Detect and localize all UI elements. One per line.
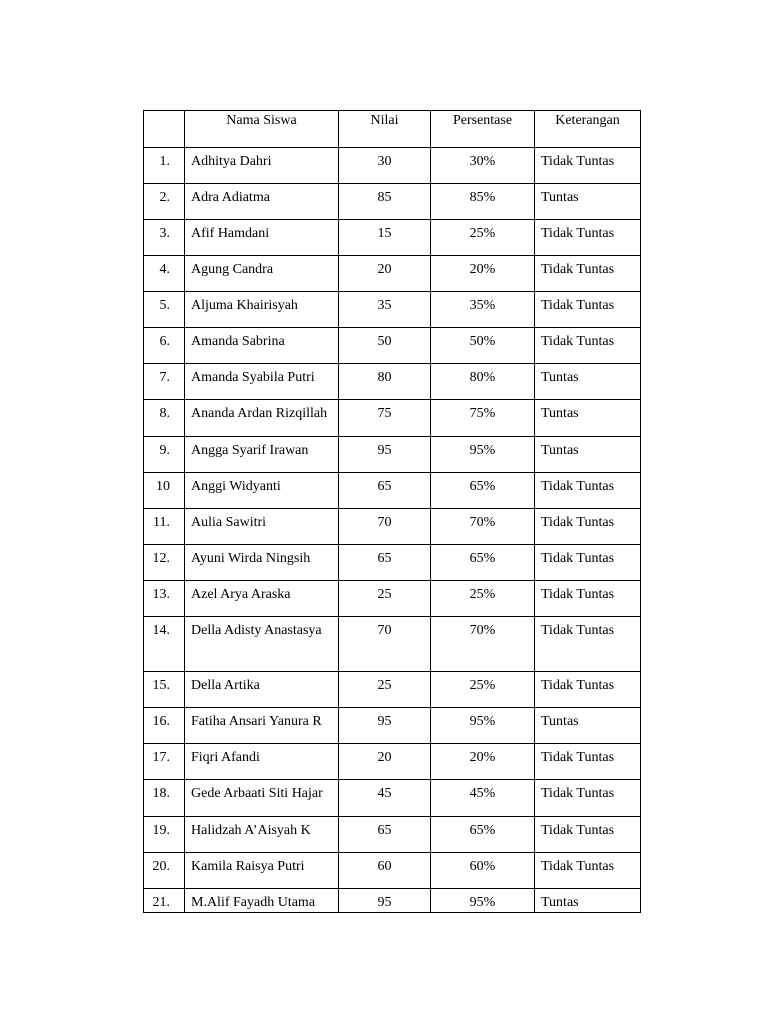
percentage: 65% xyxy=(431,473,535,509)
table-row xyxy=(144,672,641,708)
status: Tidak Tuntas xyxy=(535,292,641,328)
student-name: Angga Syarif Irawan xyxy=(185,437,339,473)
student-name: Adra Adiatma xyxy=(185,184,339,220)
student-name: Aulia Sawitri xyxy=(185,509,339,545)
row-number: 20. xyxy=(144,853,185,889)
score: 60 xyxy=(339,853,431,889)
row-number: 5. xyxy=(144,292,185,328)
row-number: 18. xyxy=(144,780,185,817)
score: 20 xyxy=(339,256,431,292)
status: Tidak Tuntas xyxy=(535,581,641,617)
percentage: 70% xyxy=(431,617,535,672)
score: 20 xyxy=(339,744,431,780)
percentage: 35% xyxy=(431,292,535,328)
header-nilai: Nilai xyxy=(339,111,431,148)
student-name: Azel Arya Araska xyxy=(185,581,339,617)
student-name: M.Alif Fayadh Utama xyxy=(185,889,339,913)
table-row xyxy=(144,853,641,889)
row-number: 6. xyxy=(144,328,185,364)
student-name: Della Adisty Anastasya xyxy=(185,617,339,672)
table-row xyxy=(144,581,641,617)
percentage: 20% xyxy=(431,256,535,292)
student-name: Ananda Ardan Rizqillah xyxy=(185,400,339,437)
student-name: Aljuma Khairisyah xyxy=(185,292,339,328)
percentage: 60% xyxy=(431,853,535,889)
score: 35 xyxy=(339,292,431,328)
row-number: 16. xyxy=(144,708,185,744)
percentage: 95% xyxy=(431,889,535,913)
status: Tuntas xyxy=(535,708,641,744)
student-name: Ayuni Wirda Ningsih xyxy=(185,545,339,581)
status: Tidak Tuntas xyxy=(535,148,641,184)
row-number: 8. xyxy=(144,400,185,437)
student-name: Afif Hamdani xyxy=(185,220,339,256)
status: Tidak Tuntas xyxy=(535,780,641,817)
percentage: 45% xyxy=(431,780,535,817)
percentage: 75% xyxy=(431,400,535,437)
status: Tuntas xyxy=(535,400,641,437)
status: Tidak Tuntas xyxy=(535,220,641,256)
student-name: Agung Candra xyxy=(185,256,339,292)
status: Tidak Tuntas xyxy=(535,328,641,364)
score: 70 xyxy=(339,509,431,545)
status: Tidak Tuntas xyxy=(535,853,641,889)
table-row xyxy=(144,148,641,184)
row-number: 10 xyxy=(144,473,185,509)
score: 70 xyxy=(339,617,431,672)
status: Tidak Tuntas xyxy=(535,509,641,545)
status: Tuntas xyxy=(535,889,641,913)
table-row xyxy=(144,437,641,473)
status: Tidak Tuntas xyxy=(535,617,641,672)
grade-table xyxy=(143,110,641,913)
table-row xyxy=(144,400,641,437)
percentage: 30% xyxy=(431,148,535,184)
percentage: 85% xyxy=(431,184,535,220)
table-row xyxy=(144,780,641,817)
student-name: Amanda Sabrina xyxy=(185,328,339,364)
score: 65 xyxy=(339,545,431,581)
student-name: Fiqri Afandi xyxy=(185,744,339,780)
row-number: 14. xyxy=(144,617,185,672)
percentage: 95% xyxy=(431,437,535,473)
percentage: 80% xyxy=(431,364,535,400)
student-name: Anggi Widyanti xyxy=(185,473,339,509)
row-number: 17. xyxy=(144,744,185,780)
score: 25 xyxy=(339,581,431,617)
percentage: 70% xyxy=(431,509,535,545)
table-row xyxy=(144,889,641,913)
table-row xyxy=(144,364,641,400)
row-number: 11. xyxy=(144,509,185,545)
table-row xyxy=(144,708,641,744)
percentage: 25% xyxy=(431,672,535,708)
score: 15 xyxy=(339,220,431,256)
row-number: 19. xyxy=(144,817,185,853)
row-number: 21. xyxy=(144,889,185,913)
score: 65 xyxy=(339,473,431,509)
status: Tuntas xyxy=(535,184,641,220)
status: Tidak Tuntas xyxy=(535,473,641,509)
table-row xyxy=(144,817,641,853)
score: 50 xyxy=(339,328,431,364)
student-name: Gede Arbaati Siti Hajar xyxy=(185,780,339,817)
row-number: 7. xyxy=(144,364,185,400)
status: Tidak Tuntas xyxy=(535,672,641,708)
table-row xyxy=(144,328,641,364)
status: Tuntas xyxy=(535,437,641,473)
table-row xyxy=(144,292,641,328)
row-number: 2. xyxy=(144,184,185,220)
student-name: Amanda Syabila Putri xyxy=(185,364,339,400)
status: Tidak Tuntas xyxy=(535,817,641,853)
student-name: Della Artika xyxy=(185,672,339,708)
score: 30 xyxy=(339,148,431,184)
row-number: 4. xyxy=(144,256,185,292)
percentage: 65% xyxy=(431,817,535,853)
student-name: Kamila Raisya Putri xyxy=(185,853,339,889)
percentage: 25% xyxy=(431,581,535,617)
row-number: 15. xyxy=(144,672,185,708)
table-row xyxy=(144,184,641,220)
table-row xyxy=(144,744,641,780)
header-nama-siswa: Nama Siswa xyxy=(185,111,339,148)
percentage: 25% xyxy=(431,220,535,256)
score: 75 xyxy=(339,400,431,437)
table-row xyxy=(144,473,641,509)
percentage: 50% xyxy=(431,328,535,364)
status: Tidak Tuntas xyxy=(535,256,641,292)
score: 65 xyxy=(339,817,431,853)
student-name: Halidzah A’Aisyah K xyxy=(185,817,339,853)
status: Tidak Tuntas xyxy=(535,744,641,780)
status: Tuntas xyxy=(535,364,641,400)
table-header-row xyxy=(144,111,641,148)
percentage: 95% xyxy=(431,708,535,744)
score: 95 xyxy=(339,437,431,473)
score: 45 xyxy=(339,780,431,817)
row-number: 13. xyxy=(144,581,185,617)
percentage: 65% xyxy=(431,545,535,581)
table-row xyxy=(144,220,641,256)
table-row xyxy=(144,256,641,292)
score: 85 xyxy=(339,184,431,220)
status: Tidak Tuntas xyxy=(535,545,641,581)
table-row xyxy=(144,545,641,581)
header-no xyxy=(144,111,185,148)
score: 95 xyxy=(339,708,431,744)
student-name: Adhitya Dahri xyxy=(185,148,339,184)
row-number: 3. xyxy=(144,220,185,256)
percentage: 20% xyxy=(431,744,535,780)
row-number: 1. xyxy=(144,148,185,184)
score: 95 xyxy=(339,889,431,913)
table-row xyxy=(144,509,641,545)
student-name: Fatiha Ansari Yanura R xyxy=(185,708,339,744)
table-row xyxy=(144,617,641,672)
row-number: 12. xyxy=(144,545,185,581)
header-persentase: Persentase xyxy=(431,111,535,148)
score: 25 xyxy=(339,672,431,708)
header-keterangan: Keterangan xyxy=(535,111,641,148)
row-number: 9. xyxy=(144,437,185,473)
score: 80 xyxy=(339,364,431,400)
